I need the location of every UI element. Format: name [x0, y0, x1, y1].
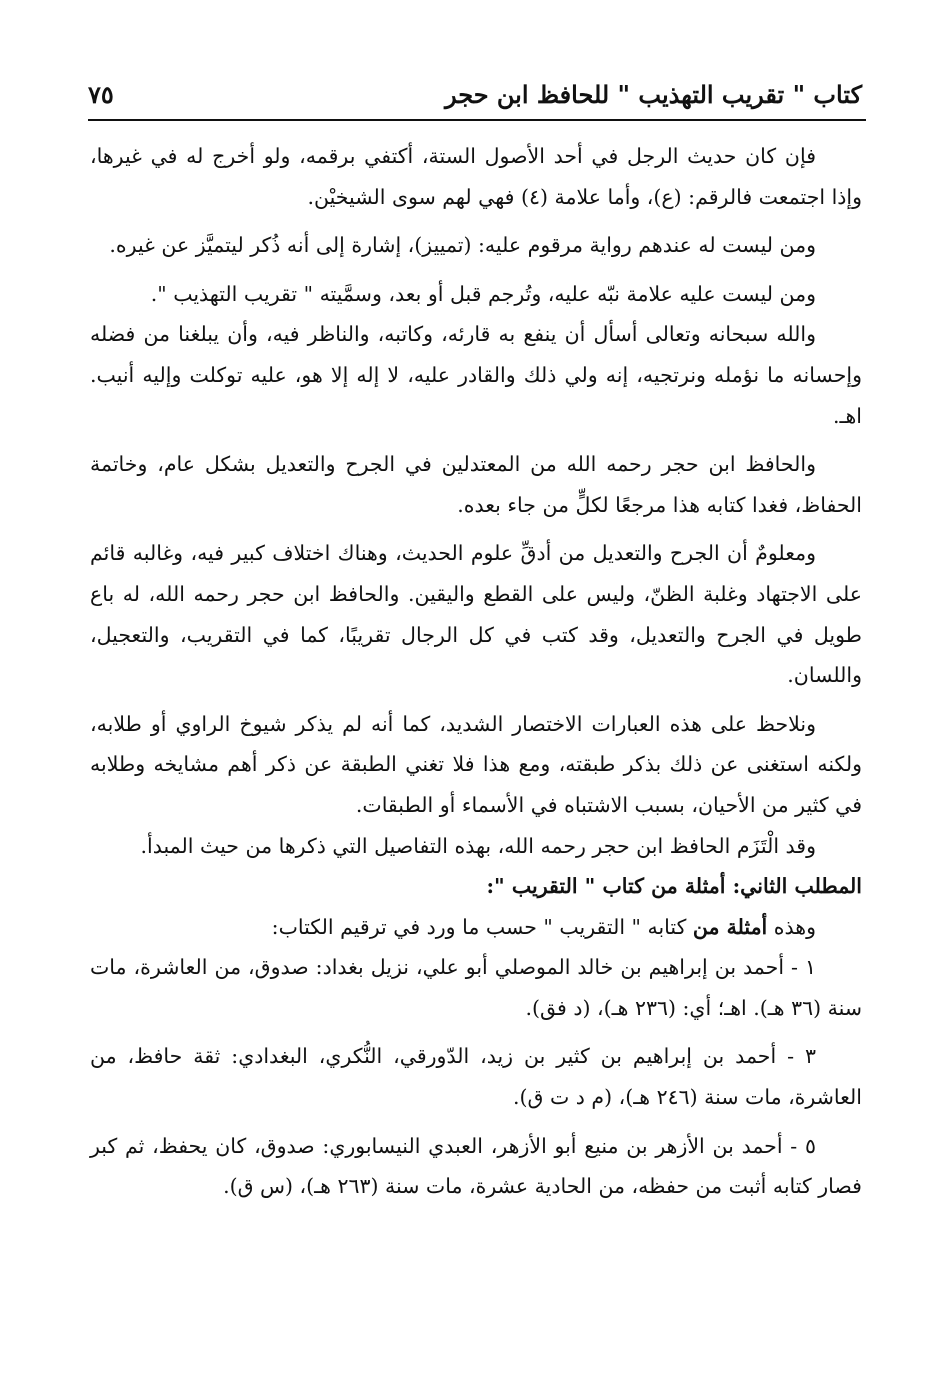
running-title: كتاب " تقريب التهذيب " للحافظ ابن حجر	[444, 80, 862, 109]
paragraph: وقد الْتَزَم الحافظ ابن حجر رحمه الله، بهذه التفاصيل التي ذكرها من حيث المبدأ.	[140, 833, 816, 858]
entry: ٥ - أحمد بن الأزهر بن منيع أبو الأزهر، العبدي النيسابوري: صدوق، كان يحفظ، ثم كبر فصار كتابه أثبت من حفظه، من الحادية عشرة، مات سنة (٢٦٣ هـ)، (س ق).	[90, 1133, 862, 1199]
paragraph: ومن ليست عليه علامة نبّه عليه، وتُرجم قبل أو بعد، وسمَّيته " تقريب التهذيب ".	[150, 281, 816, 306]
page-number: ٧٥	[88, 80, 114, 109]
section-heading: المطلب الثاني: أمثلة من كتاب " التقريب ":	[486, 874, 862, 899]
paragraph: ونلاحظ على هذه العبارات الاختصار الشديد، كما أنه لم يذكر شيوخ الراوي أو طلابه، ولكنه استغنى عن ذلك بذكر طبقته، ومع هذا فلا تغني الطبقة عن ذكر أهم مشايخه وطلابه في كثير من الأحيان، بسبب الاشتباه في الأسماء أو الطبقات.	[90, 711, 862, 817]
page-header	[88, 74, 862, 116]
header-rule	[88, 119, 866, 121]
paragraph: ومن ليست له عندهم رواية مرقوم عليه: (تمييز)، إشارة إلى أنه ذُكر ليتميَّز عن غيره.	[109, 233, 816, 258]
intro-bold: أمثلة من	[692, 914, 768, 939]
entry: ١ - أحمد بن إبراهيم بن خالد الموصلي أبو علي، نزيل بغداد: صدوق، من العاشرة، مات سنة (٣٦ هـ). اهـ؛ أي: (٢٣٦ هـ)، (د فق).	[90, 955, 862, 1020]
paragraph: والله سبحانه وتعالى أسأل أن ينفع به قارئه، وكاتبه، والناظر فيه، وأن يبلغنا من فضله وإحسانه ما نؤمله ونرتجيه، إنه ولي ذلك والقادر عليه، لا إله إلا هو، عليه توكلت وإليه أنيب. اهـ.	[90, 322, 862, 428]
paragraph: فإن كان حديث الرجل في أحد الأصول الستة، أكتفي برقمه، ولو أخرج له في غيرها، وإذا اجتمعت فالرقم: (ع)، وأما علامة (٤) فهي لهم سوى الشيخيْن.	[90, 144, 862, 209]
paragraph: ومعلومٌ أن الجرح والتعديل من أدقِّ علوم الحديث، وهناك اختلاف كبير فيه، وغالبه قائم على الاجتهاد وغلبة الظنّ، وليس على القطع واليقين. والحافظ ابن حجر رحمه الله، له باع طويل في الجرح والتعديل، وقد كتب في كل الرجال تقريبًا، كما في التقريب، والتعجيل، واللسان.	[90, 541, 862, 688]
paragraph: والحافظ ابن حجر رحمه الله من المعتدلين في الجرح والتعديل بشكل عام، وخاتمة الحفاظ، فغدا كتابه هذا مرجعًا لكلٍّ من جاء بعده.	[90, 452, 862, 517]
intro-prefix: وهذه	[767, 914, 816, 939]
intro-rest: كتابه " التقريب " حسب ما ورد في ترقيم الكتاب:	[271, 914, 693, 939]
page-body	[90, 136, 862, 1207]
intro-paragraph	[90, 907, 862, 948]
entry: ٣ - أحمد بن إبراهيم بن كثير بن زيد، الدّورقي، النُّكري، البغدادي: ثقة حافظ، من العاشرة، مات سنة (٢٤٦ هـ)، (م د ت ق).	[90, 1044, 862, 1110]
